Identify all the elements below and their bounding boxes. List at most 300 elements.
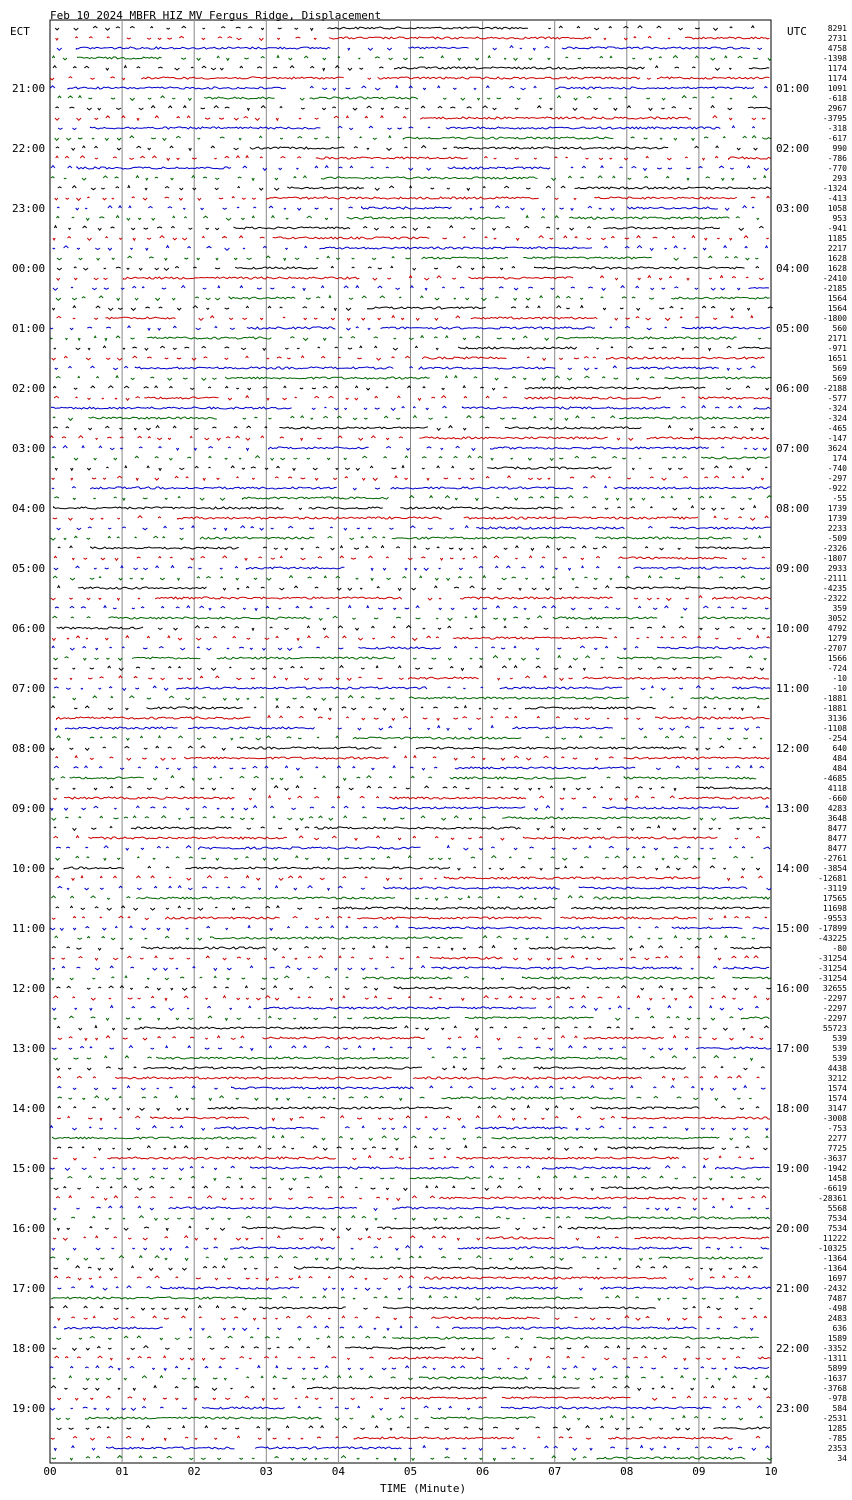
trace-offset-label: 569	[832, 374, 847, 383]
right-hour-label: 22:00	[776, 1342, 810, 1355]
trace-82	[54, 836, 760, 840]
trace-41	[53, 426, 764, 431]
trace-offset-label: -80	[832, 944, 847, 953]
trace-9	[55, 106, 770, 111]
trace-115	[50, 1166, 769, 1171]
trace-113	[57, 1146, 767, 1151]
trace-70	[57, 716, 770, 721]
right-hour-label: 16:00	[776, 982, 810, 995]
x-tick-label: 06	[475, 1465, 490, 1478]
right-hour-label: 20:00	[776, 1222, 810, 1235]
trace-14	[56, 156, 771, 161]
trace-offset-label: 1628	[827, 254, 847, 263]
x-axis-label: TIME (Minute)	[380, 1482, 467, 1495]
trace-offset-label: -660	[827, 794, 847, 803]
trace-offset-label: -9553	[822, 914, 847, 923]
trace-offset-label: 3052	[827, 614, 847, 623]
left-hour-label: 14:00	[12, 1102, 46, 1115]
trace-42	[50, 436, 769, 441]
trace-4	[52, 56, 771, 61]
x-tick-label: 02	[187, 1465, 201, 1478]
trace-offset-label: 3624	[827, 444, 847, 453]
right-hour-label: 12:00	[776, 742, 810, 755]
trace-135	[50, 1366, 769, 1371]
left-hour-label: 12:00	[12, 982, 46, 995]
left-hour-label: 16:00	[12, 1222, 46, 1235]
trace-offset-label: -43225	[818, 934, 847, 943]
right-hour-label: 17:00	[776, 1042, 810, 1055]
right-hour-label: 02:00	[776, 142, 810, 155]
trace-104	[54, 1056, 753, 1061]
trace-offset-label: -2188	[822, 384, 847, 393]
left-hour-label: 21:00	[12, 82, 46, 95]
trace-offset-label: 1697	[827, 1274, 847, 1283]
trace-offset-label: 1174	[827, 64, 847, 73]
trace-offset-label: 5899	[827, 1364, 847, 1373]
trace-offset-label: 539	[832, 1054, 847, 1063]
left-hour-label: 06:00	[12, 622, 46, 635]
trace-57	[58, 586, 771, 591]
trace-119	[54, 1206, 769, 1210]
trace-13	[56, 146, 758, 151]
left-hour-label: 11:00	[12, 922, 46, 935]
trace-93	[52, 946, 771, 951]
trace-118	[56, 1196, 766, 1201]
trace-109	[58, 1106, 759, 1111]
trace-offset-label: 293	[832, 174, 847, 183]
trace-offset-label: -770	[827, 164, 847, 173]
x-tick-label: 01	[115, 1465, 129, 1478]
trace-offset-label: -971	[827, 344, 847, 353]
x-tick-label: 07	[548, 1465, 562, 1478]
trace-offset-label: -1324	[822, 184, 847, 193]
trace-offset-label: -1364	[822, 1264, 847, 1273]
trace-offset-label: 3136	[827, 714, 847, 723]
trace-139	[50, 1406, 761, 1410]
trace-75	[54, 766, 764, 770]
trace-offset-label: -1881	[822, 704, 847, 713]
left-hour-label: 13:00	[12, 1042, 46, 1055]
trace-offset-label: 4438	[827, 1064, 847, 1073]
trace-offset-label: 953	[832, 214, 847, 223]
trace-offset-label: 484	[832, 764, 847, 773]
trace-offset-label: 539	[832, 1034, 847, 1043]
trace-offset-label: -31254	[818, 964, 847, 973]
trace-offset-label: 2731	[827, 34, 847, 43]
left-hour-label: 19:00	[12, 1402, 46, 1415]
trace-132	[56, 1336, 759, 1340]
trace-67	[54, 686, 770, 691]
trace-offset-label: -28361	[818, 1194, 847, 1203]
trace-offset-label: -254	[827, 734, 847, 743]
trace-92	[55, 936, 755, 941]
trace-offset-label: 7725	[827, 1144, 847, 1153]
trace-offset-label: -2410	[822, 274, 847, 283]
right-axis-label: UTC	[787, 25, 807, 38]
trace-offset-label: -617	[827, 134, 847, 143]
trace-offset-label: -31254	[818, 954, 847, 963]
trace-offset-label: -3008	[822, 1114, 847, 1123]
trace-offset-label: -2111	[822, 574, 847, 583]
trace-128	[52, 1296, 762, 1301]
trace-134	[55, 1356, 771, 1361]
right-hour-label: 03:00	[776, 202, 810, 215]
trace-124	[51, 1256, 763, 1261]
trace-offset-label: 1589	[827, 1334, 847, 1343]
trace-offset-label: 584	[832, 1404, 847, 1413]
left-hour-label: 09:00	[12, 802, 46, 815]
trace-offset-label: 1564	[827, 304, 847, 313]
trace-offset-label: 1566	[827, 654, 847, 663]
trace-74	[56, 756, 770, 761]
left-hour-label: 05:00	[12, 562, 46, 575]
trace-offset-label: 539	[832, 1044, 847, 1053]
right-hour-label: 23:00	[776, 1402, 810, 1415]
trace-offset-label: -3854	[822, 864, 847, 873]
trace-60	[52, 616, 770, 621]
trace-offset-label: 1091	[827, 84, 847, 93]
trace-offset-label: 17565	[822, 894, 847, 903]
trace-offset-label: -465	[827, 424, 847, 433]
left-hour-label: 22:00	[12, 142, 46, 155]
trace-offset-label: 8291	[827, 24, 847, 33]
left-hour-label: 02:00	[12, 382, 46, 395]
trace-offset-label: -3795	[822, 114, 847, 123]
trace-48	[54, 496, 771, 501]
trace-53	[58, 546, 770, 551]
trace-129	[50, 1306, 752, 1311]
trace-offset-label: -1311	[822, 1354, 847, 1363]
trace-114	[53, 1156, 754, 1160]
trace-138	[57, 1396, 770, 1400]
right-hour-label: 09:00	[776, 562, 810, 575]
trace-20	[56, 216, 758, 221]
trace-offset-label: -978	[827, 1394, 847, 1403]
trace-1	[55, 26, 754, 31]
left-hour-label: 10:00	[12, 862, 46, 875]
left-hour-label: 07:00	[12, 682, 46, 695]
trace-offset-label: -3768	[822, 1384, 847, 1393]
trace-offset-label: -2707	[822, 644, 847, 653]
trace-offset-label: -2322	[822, 594, 847, 603]
trace-85	[50, 866, 759, 870]
trace-91	[51, 926, 770, 931]
trace-offset-label: -618	[827, 94, 847, 103]
trace-72	[56, 736, 762, 740]
trace-offset-label: -3352	[822, 1344, 847, 1353]
trace-110	[57, 1116, 770, 1121]
trace-17	[58, 186, 771, 191]
trace-offset-label: -724	[827, 664, 847, 673]
trace-89	[56, 906, 770, 910]
trace-offset-label: -55	[832, 494, 847, 503]
trace-offset-label: 4118	[827, 784, 847, 793]
trace-90	[52, 916, 767, 920]
trace-offset-label: -577	[827, 394, 847, 403]
trace-84	[56, 856, 754, 861]
trace-offset-label: 4792	[827, 624, 847, 633]
trace-offset-label: -324	[827, 414, 847, 423]
trace-offset-label: -3119	[822, 884, 847, 893]
trace-106	[57, 1076, 759, 1080]
trace-78	[53, 796, 769, 801]
trace-offset-label: 640	[832, 744, 847, 753]
trace-79	[51, 806, 769, 811]
trace-11	[58, 126, 755, 130]
trace-86	[55, 876, 762, 881]
trace-7	[50, 86, 767, 90]
trace-83	[56, 846, 770, 850]
trace-offset-label: -2297	[822, 1004, 847, 1013]
left-hour-label: 08:00	[12, 742, 46, 755]
trace-101	[57, 1026, 768, 1031]
trace-29	[52, 306, 772, 311]
trace-offset-label: 2483	[827, 1314, 847, 1323]
trace-133	[52, 1346, 763, 1351]
trace-34	[52, 356, 765, 360]
trace-35	[55, 366, 756, 370]
trace-116	[50, 1176, 760, 1181]
trace-130	[58, 1316, 767, 1321]
trace-offset-label: -753	[827, 1124, 847, 1133]
trace-137	[51, 1386, 767, 1391]
grid-lines	[50, 20, 771, 1463]
trace-offset-label: 359	[832, 604, 847, 613]
trace-offset-label: 3147	[827, 1104, 847, 1113]
trace-offset-label: -740	[827, 464, 847, 473]
trace-5	[53, 66, 769, 71]
trace-64	[54, 656, 767, 661]
left-hour-label: 17:00	[12, 1282, 46, 1295]
trace-offset-label: 4283	[827, 804, 847, 813]
trace-offset-label: -1881	[822, 694, 847, 703]
trace-offset-label: 1739	[827, 504, 847, 513]
trace-8	[58, 96, 757, 101]
right-hour-label: 07:00	[776, 442, 810, 455]
x-tick-label: 05	[403, 1465, 418, 1478]
trace-offset-label: 1739	[827, 514, 847, 523]
trace-97	[56, 986, 771, 991]
trace-3	[57, 46, 762, 51]
trace-offset-label: 560	[832, 324, 847, 333]
trace-122	[53, 1236, 769, 1241]
trace-24	[57, 256, 758, 260]
right-hour-labels	[776, 82, 809, 1415]
trace-offset-label: 2353	[827, 1444, 847, 1453]
trace-offset-label: 1185	[827, 234, 847, 243]
trace-143	[54, 1446, 769, 1451]
trace-offset-label: 55723	[822, 1024, 847, 1033]
right-hour-label: 21:00	[776, 1282, 810, 1295]
trace-offset-label: 5568	[827, 1204, 847, 1213]
trace-12	[55, 136, 771, 141]
right-hour-label: 04:00	[776, 262, 810, 275]
right-hour-label: 10:00	[776, 622, 810, 635]
trace-103	[52, 1046, 771, 1051]
trace-19	[57, 206, 754, 211]
right-hour-label: 15:00	[776, 922, 810, 935]
trace-offset-label: 2217	[827, 244, 847, 253]
right-hour-label: 18:00	[776, 1102, 810, 1115]
left-hour-labels	[12, 82, 45, 1415]
left-hour-label: 04:00	[12, 502, 46, 515]
trace-117	[54, 1186, 770, 1191]
trace-offset-label: -10	[832, 674, 847, 683]
right-hour-label: 05:00	[776, 322, 810, 335]
trace-offset-label: 1458	[827, 1174, 847, 1183]
x-tick-label: 09	[692, 1465, 706, 1478]
trace-18	[55, 196, 770, 200]
trace-77	[56, 786, 771, 791]
trace-66	[54, 676, 769, 681]
trace-21	[54, 226, 763, 231]
trace-offset-label: -941	[827, 224, 847, 233]
trace-offset-label: -498	[827, 1304, 847, 1313]
trace-65	[53, 666, 763, 671]
trace-15	[51, 166, 769, 171]
trace-offset-label: -6619	[822, 1184, 847, 1193]
trace-69	[51, 706, 759, 711]
trace-87	[57, 886, 771, 890]
trace-94	[51, 956, 758, 961]
trace-2	[56, 36, 770, 40]
x-tick-label: 03	[259, 1465, 273, 1478]
trace-offset-label: 1564	[827, 294, 847, 303]
x-tick-label: 04	[331, 1465, 346, 1478]
trace-32	[50, 336, 760, 341]
trace-offset-label: 4758	[827, 44, 847, 53]
trace-142	[51, 1436, 760, 1440]
trace-61	[57, 626, 765, 631]
trace-56	[53, 576, 765, 581]
trace-127	[58, 1286, 771, 1291]
trace-offset-label: 2233	[827, 524, 847, 533]
trace-offset-label: 1285	[827, 1424, 847, 1433]
trace-offset-label: -4235	[822, 584, 847, 593]
trace-98	[53, 996, 769, 1001]
left-hour-label: 00:00	[12, 262, 46, 275]
trace-51	[57, 526, 771, 531]
trace-59	[55, 606, 768, 611]
trace-offset-label: -1108	[822, 724, 847, 733]
trace-144	[52, 1456, 772, 1461]
trace-offset-label: 3212	[827, 1074, 847, 1083]
trace-offset-label: 3648	[827, 814, 847, 823]
trace-offset-label: 11698	[822, 904, 847, 913]
trace-offset-label: -2326	[822, 544, 847, 553]
trace-offset-label: -3637	[822, 1154, 847, 1163]
left-hour-label: 18:00	[12, 1342, 46, 1355]
trace-120	[53, 1216, 770, 1221]
trace-96	[52, 976, 771, 980]
trace-offset-label: -318	[827, 124, 847, 133]
trace-49	[54, 506, 756, 511]
x-tick-label: 08	[620, 1465, 634, 1478]
left-hour-label: 15:00	[12, 1162, 46, 1175]
trace-offset-label: 1574	[827, 1084, 847, 1093]
trace-offset-label: -1807	[822, 554, 847, 563]
trace-offset-label: 1279	[827, 634, 847, 643]
trace-offset-label: 8477	[827, 844, 847, 853]
trace-46	[52, 476, 764, 481]
trace-offset-label: 7487	[827, 1294, 847, 1303]
trace-16	[51, 176, 766, 181]
right-hour-label: 14:00	[776, 862, 810, 875]
trace-offset-label: 1058	[827, 204, 847, 213]
trace-offset-label: -785	[827, 1434, 847, 1443]
trace-6	[50, 77, 769, 80]
trace-offset-label: 1628	[827, 264, 847, 273]
trace-offset-label: -2531	[822, 1414, 847, 1423]
trace-25	[57, 266, 759, 270]
trace-99	[52, 1006, 758, 1011]
trace-offset-label: 11222	[822, 1234, 847, 1243]
trace-offset-label: 1574	[827, 1094, 847, 1103]
left-hour-label: 03:00	[12, 442, 46, 455]
trace-36	[56, 376, 771, 381]
trace-76	[51, 776, 756, 781]
trace-136	[53, 1376, 770, 1381]
trace-100	[54, 1016, 770, 1020]
trace-offset-label: -17899	[818, 924, 847, 933]
trace-30	[57, 316, 753, 321]
trace-offset-label: -2761	[822, 854, 847, 863]
trace-offset-label: 2171	[827, 334, 847, 343]
trace-offset-label: -2297	[822, 994, 847, 1003]
trace-offset-label: 174	[832, 454, 847, 463]
trace-81	[54, 826, 766, 831]
trace-offset-label: 8477	[827, 824, 847, 833]
trace-33	[54, 346, 771, 350]
right-hour-label: 11:00	[776, 682, 810, 695]
trace-55	[54, 566, 770, 571]
trace-offset-label: -31254	[818, 974, 847, 983]
x-axis-tick-labels	[43, 1465, 777, 1478]
trace-offset-label: 7534	[827, 1214, 847, 1223]
trace-offset-label: -297	[827, 474, 847, 483]
right-hour-label: 06:00	[776, 382, 810, 395]
trace-140	[56, 1416, 763, 1421]
trace-45	[55, 466, 767, 471]
trace-offset-label: -922	[827, 484, 847, 493]
trace-offset-label: -2297	[822, 1014, 847, 1023]
trace-offset-label: -147	[827, 434, 847, 443]
left-hour-label: 01:00	[12, 322, 46, 335]
trace-offset-label: -1800	[822, 314, 847, 323]
trace-offset-label: -324	[827, 404, 847, 413]
trace-offset-label: 484	[832, 754, 847, 763]
trace-offset-label: -1398	[822, 54, 847, 63]
trace-offset-label: -413	[827, 194, 847, 203]
x-tick-label: 10	[764, 1465, 778, 1478]
trace-offset-labels	[818, 24, 847, 1463]
trace-offset-label: 1174	[827, 74, 847, 83]
trace-73	[51, 746, 756, 751]
trace-43	[53, 446, 767, 451]
trace-offset-label: -1637	[822, 1374, 847, 1383]
trace-71	[55, 726, 760, 731]
trace-offset-label: -4685	[822, 774, 847, 783]
trace-54	[54, 556, 765, 561]
chart-title: Feb 10 2024 MBFR HIZ MV Fergus Ridge, Displacement	[50, 9, 382, 22]
trace-offset-label: 2967	[827, 104, 847, 113]
trace-offset-label: 34	[837, 1454, 847, 1463]
right-hour-label: 08:00	[776, 502, 810, 515]
trace-offset-label: -10325	[818, 1244, 847, 1253]
trace-offset-label: 569	[832, 364, 847, 373]
trace-126	[54, 1276, 750, 1281]
trace-offset-label: -1364	[822, 1254, 847, 1263]
